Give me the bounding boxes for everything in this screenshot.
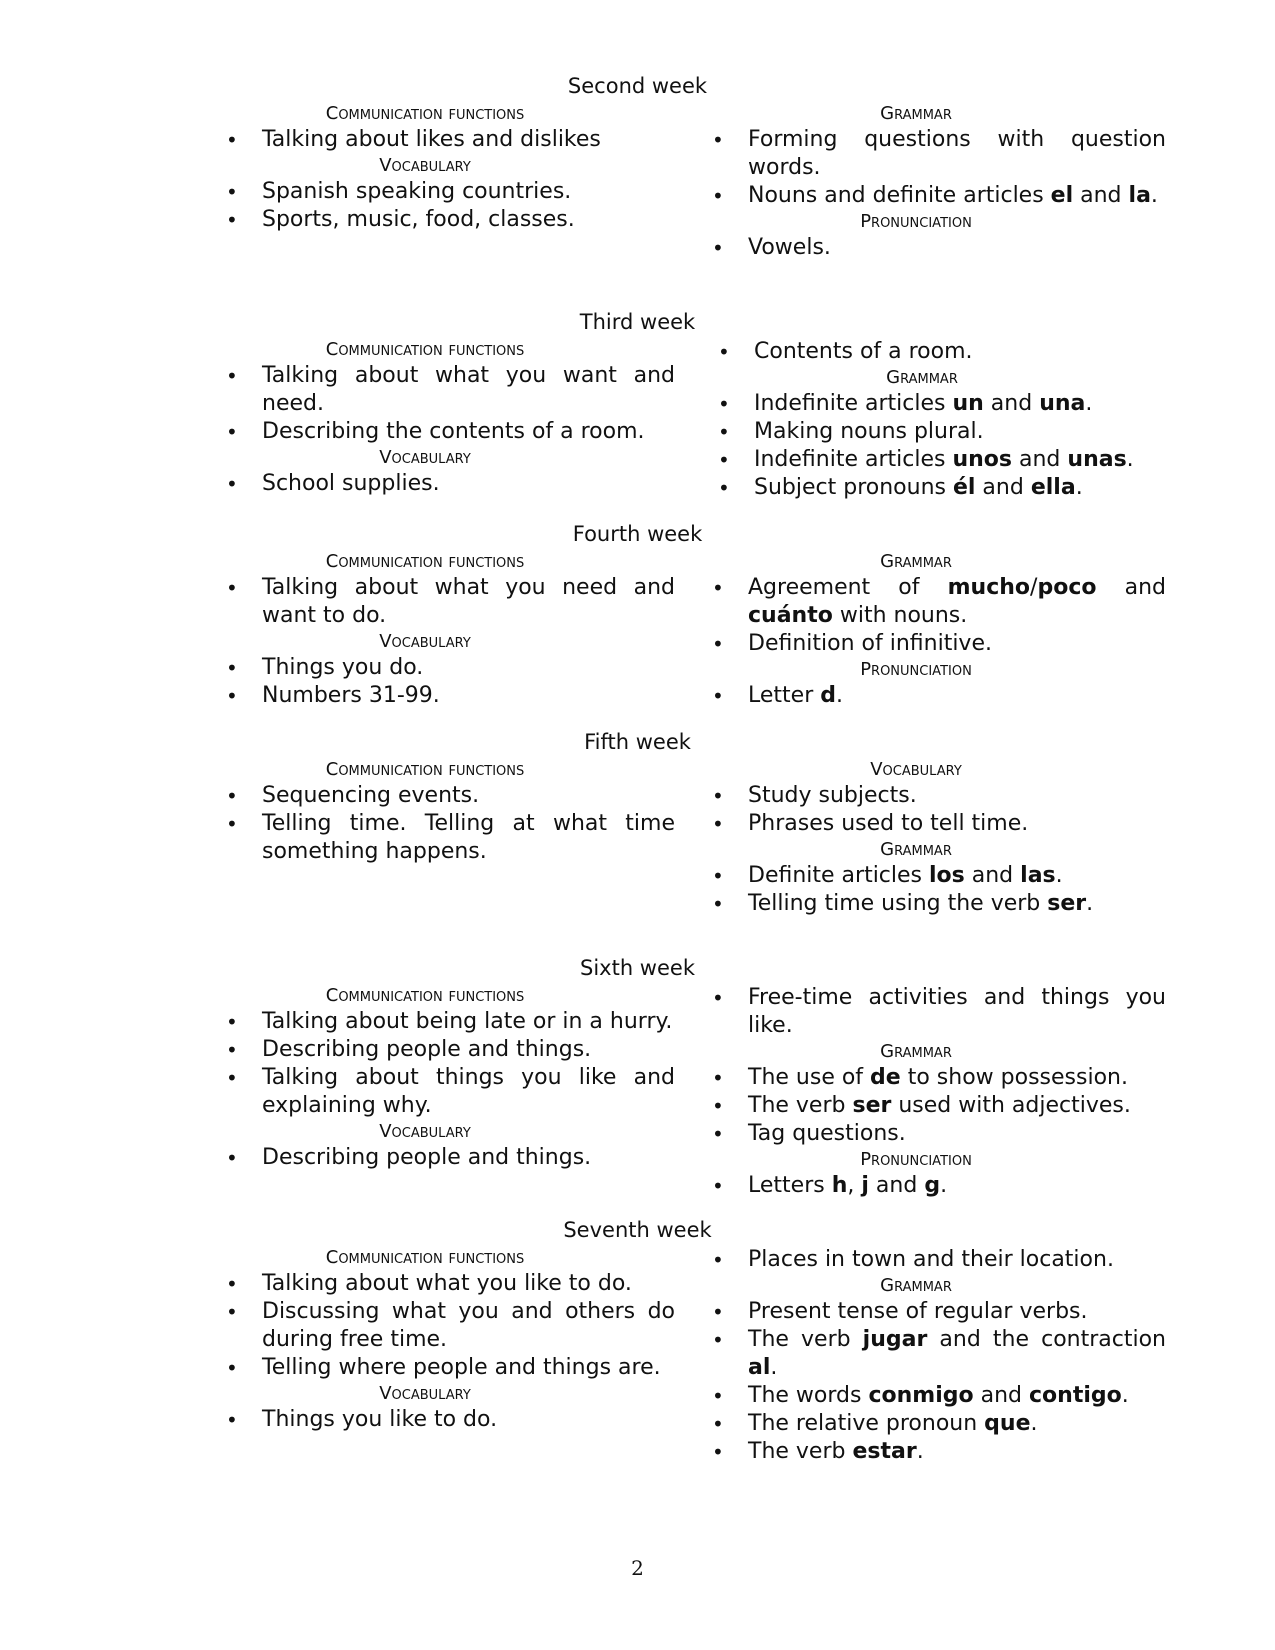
bold-term: cuánto: [748, 603, 833, 628]
vocab-heading: Vocabulary: [379, 631, 471, 652]
bold-term: jugar: [862, 1327, 928, 1352]
list-item: • Definite articles los and las.: [706, 862, 1166, 890]
comm-list: [220, 1008, 675, 1120]
page-number: 2: [631, 1556, 644, 1580]
comm-heading: Communication functions: [325, 103, 525, 124]
pron-list: [706, 234, 1166, 262]
list-item: • Telling time using the verb ser.: [706, 890, 1166, 918]
bold-term: que: [984, 1411, 1031, 1436]
bold-term: ser: [852, 1093, 892, 1118]
left-column: [220, 102, 675, 234]
grammar-list: [712, 390, 1172, 502]
bold-term: contigo: [1029, 1383, 1122, 1408]
right-column: [712, 338, 1172, 502]
week-title: Sixth week: [580, 956, 695, 980]
list-item: • Discussing what you and others do during free time.: [220, 1298, 675, 1354]
list-item: • Study subjects.: [706, 782, 1166, 810]
comm-list: [220, 782, 675, 866]
list-item: • Agreement of mucho/poco and cuánto with nouns.: [706, 574, 1166, 630]
pron-list: [706, 682, 1166, 710]
bold-term: de: [870, 1065, 901, 1090]
bold-term: estar: [852, 1439, 917, 1464]
grammar-heading: Grammar: [880, 839, 952, 860]
right-column: [706, 1246, 1166, 1466]
right-column: [706, 102, 1166, 262]
list-item: • The verb ser used with adjectives.: [706, 1092, 1166, 1120]
vocab-heading: Vocabulary: [379, 1383, 471, 1404]
bold-term: él: [952, 475, 976, 500]
vocab-heading: Vocabulary: [379, 1121, 471, 1142]
bold-term: d: [820, 683, 836, 708]
bold-term: las: [1020, 863, 1056, 888]
pron-heading: Pronunciation: [860, 659, 972, 680]
left-column: [220, 984, 675, 1172]
list-item: • Talking about likes and dislikes: [220, 126, 675, 154]
comm-list: [220, 574, 675, 630]
bold-term: unos: [952, 447, 1013, 472]
list-item: • The words conmigo and contigo.: [706, 1382, 1166, 1410]
list-item: • Free-time activities and things you like.: [706, 984, 1166, 1040]
left-column: [220, 758, 675, 866]
list-item: • Describing people and things.: [220, 1036, 675, 1064]
right-column: [706, 984, 1166, 1200]
bold-term: j: [861, 1173, 869, 1198]
list-item: • Describing people and things.: [220, 1144, 675, 1172]
list-item: • Making nouns plural.: [712, 418, 1172, 446]
bold-term: ella: [1030, 475, 1076, 500]
left-column: [220, 550, 675, 710]
list-item: • Sports, music, food, classes.: [220, 206, 675, 234]
pron-heading: Pronunciation: [860, 211, 972, 232]
vocab-heading: Vocabulary: [379, 155, 471, 176]
bold-term: al: [748, 1355, 771, 1380]
left-column: [220, 1246, 675, 1434]
bold-term: h: [831, 1173, 848, 1198]
left-column: [220, 338, 675, 498]
grammar-list: [706, 574, 1166, 658]
comm-list: [220, 362, 675, 446]
list-item: • The relative pronoun que.: [706, 1410, 1166, 1438]
list-item: • Things you do.: [220, 654, 675, 682]
vocab-heading: Vocabulary: [870, 759, 962, 780]
vocab-list: [220, 654, 675, 710]
comm-heading: Communication functions: [325, 985, 525, 1006]
vocab-list-continued: [712, 338, 1172, 366]
list-item: • Contents of a room.: [712, 338, 1172, 366]
bold-term: una: [1039, 391, 1086, 416]
list-item: • Talking about what you need and want to do.: [220, 574, 675, 630]
bold-term: g: [924, 1173, 941, 1198]
list-item: • Indefinite articles unos and unas.: [712, 446, 1172, 474]
comm-heading: Communication functions: [325, 759, 525, 780]
grammar-list: [706, 1298, 1166, 1466]
list-item: • The use of de to show possession.: [706, 1064, 1166, 1092]
bold-term: unas: [1067, 447, 1127, 472]
comm-list: [220, 126, 675, 154]
list-item: • Talking about what you like to do.: [220, 1270, 675, 1298]
week-title: Second week: [567, 74, 708, 98]
vocab-list: [220, 1144, 675, 1172]
vocab-list: [220, 178, 675, 234]
grammar-heading: Grammar: [880, 103, 952, 124]
bold-term: poco: [1037, 575, 1097, 600]
pron-heading: Pronunciation: [860, 1149, 972, 1170]
vocab-list-continued: [706, 1246, 1166, 1274]
bold-term: conmigo: [868, 1383, 974, 1408]
comm-heading: Communication functions: [325, 339, 525, 360]
list-item: • School supplies.: [220, 470, 675, 498]
list-item: • Spanish speaking countries.: [220, 178, 675, 206]
right-column: [706, 550, 1166, 710]
grammar-heading: Grammar: [880, 1041, 952, 1062]
list-item: • Letters h, j and g.: [706, 1172, 1166, 1200]
list-item: • Things you like to do.: [220, 1406, 675, 1434]
list-item: • Telling time. Telling at what time something happens.: [220, 810, 675, 866]
vocab-list: [706, 782, 1166, 838]
grammar-heading: Grammar: [880, 1275, 952, 1296]
bold-term: un: [952, 391, 984, 416]
bold-term: los: [929, 863, 965, 888]
list-item: • The verb jugar and the contraction al.: [706, 1326, 1166, 1382]
list-item: • Forming questions with question words.: [706, 126, 1166, 182]
vocab-list: [220, 1406, 675, 1434]
bold-term: la: [1128, 183, 1151, 208]
vocab-heading: Vocabulary: [379, 447, 471, 468]
comm-heading: Communication functions: [325, 1247, 525, 1268]
list-item: • Talking about things you like and explaining why.: [220, 1064, 675, 1120]
grammar-list: [706, 862, 1166, 918]
vocab-list: [220, 470, 675, 498]
list-item: • Sequencing events.: [220, 782, 675, 810]
week-title: Seventh week: [563, 1218, 712, 1242]
list-item: • Places in town and their location.: [706, 1246, 1166, 1274]
vocab-list-continued: [706, 984, 1166, 1040]
week-title: Fifth week: [584, 730, 691, 754]
bold-term: el: [1050, 183, 1074, 208]
list-item: • Telling where people and things are.: [220, 1354, 675, 1382]
list-item: • Indefinite articles un and una.: [712, 390, 1172, 418]
list-item: • Talking about what you want and need.: [220, 362, 675, 418]
list-item: • Talking about being late or in a hurry.: [220, 1008, 675, 1036]
list-item: • Letter d.: [706, 682, 1166, 710]
comm-list: [220, 1270, 675, 1382]
bold-term: mucho: [947, 575, 1031, 600]
week-title: Fourth week: [572, 522, 703, 546]
bold-term: ser: [1047, 891, 1087, 916]
list-item: • The verb estar.: [706, 1438, 1166, 1466]
list-item: • Vowels.: [706, 234, 1166, 262]
grammar-heading: Grammar: [886, 367, 958, 388]
list-item: • Describing the contents of a room.: [220, 418, 675, 446]
list-item: • Tag questions.: [706, 1120, 1166, 1148]
grammar-list: [706, 126, 1166, 210]
list-item: • Subject pronouns él and ella.: [712, 474, 1172, 502]
list-item: • Nouns and definite articles el and la.: [706, 182, 1166, 210]
week-title: Third week: [579, 310, 696, 334]
comm-heading: Communication functions: [325, 551, 525, 572]
list-item: • Present tense of regular verbs.: [706, 1298, 1166, 1326]
grammar-heading: Grammar: [880, 551, 952, 572]
pron-list: [706, 1172, 1166, 1200]
list-item: • Phrases used to tell time.: [706, 810, 1166, 838]
right-column: [706, 758, 1166, 918]
list-item: • Definition of infinitive.: [706, 630, 1166, 658]
list-item: • Numbers 31-99.: [220, 682, 675, 710]
grammar-list: [706, 1064, 1166, 1148]
